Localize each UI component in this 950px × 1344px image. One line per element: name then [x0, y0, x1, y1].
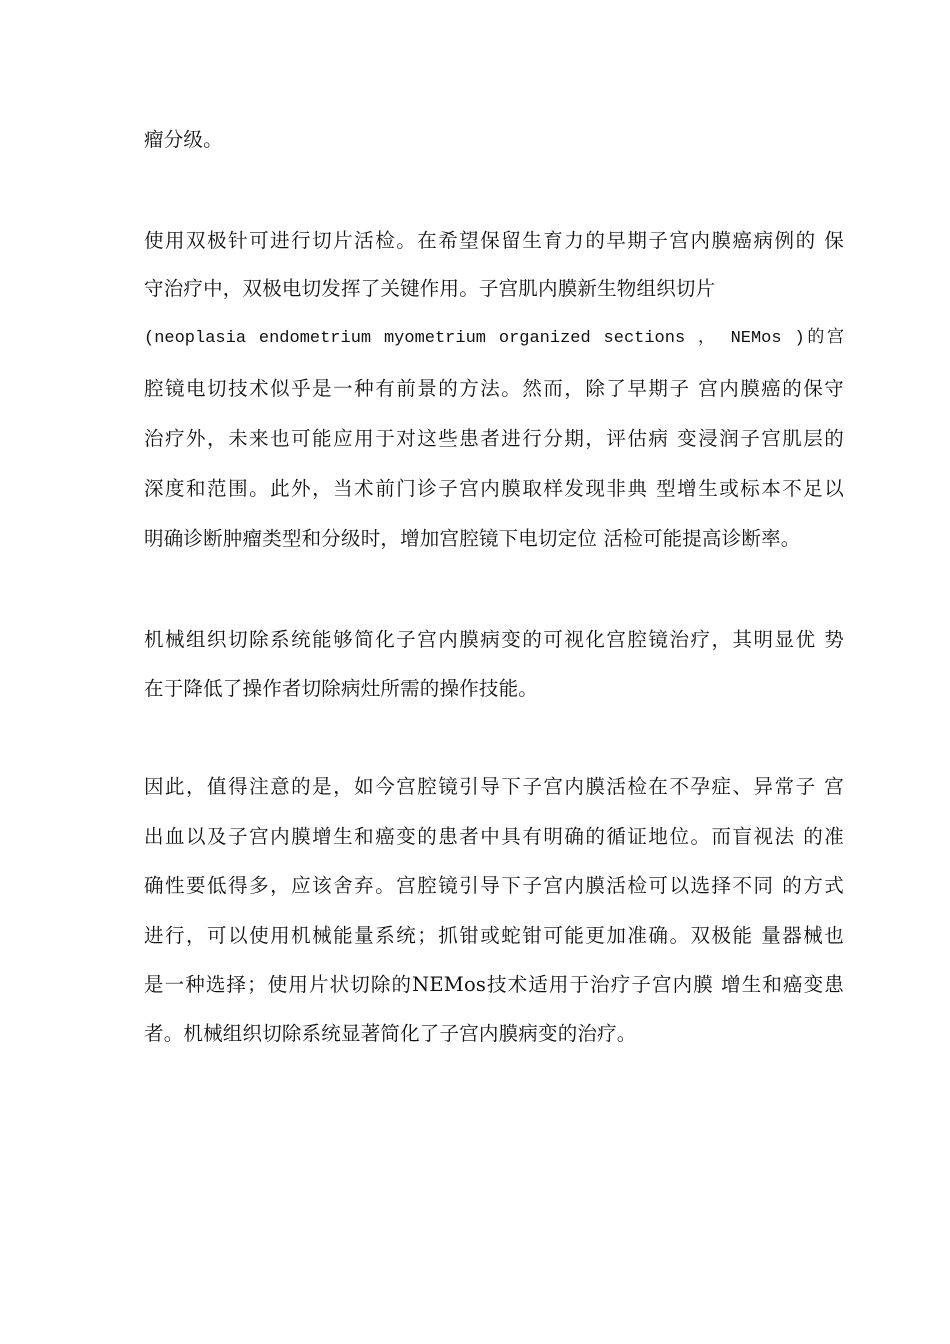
- text-line: 在于降低了操作者切除病灶所需的操作技能。: [144, 677, 539, 700]
- text-line: 瘤分级。: [144, 128, 223, 151]
- text-line: 明确诊断肿瘤类型和分级时，增加宫腔镜下电切定位 活检可能提高诊断率。: [144, 527, 801, 550]
- text-line: 腔镜电切技术似乎是一种有前景的方法。然而，除了早期子 宫内膜癌的保守: [144, 377, 844, 400]
- text-line: 守治疗中，双极电切发挥了关键作用。子宫肌内膜新生物组织切片: [144, 277, 716, 300]
- text-line: 使用双极针可进行切片活检。在希望保留生育力的早期子宫内膜癌病例的 保: [144, 229, 844, 252]
- text-line: 机械组织切除系统能够简化子宫内膜病变的可视化宫腔镜治疗，其明显优 势: [144, 628, 844, 651]
- text-line: 是一种选择；使用片状切除的NEMos技术适用于治疗子宫内膜 增生和癌变患: [144, 973, 844, 996]
- text-line: 因此，值得注意的是，如今宫腔镜引导下子宫内膜活检在不孕症、异常子 宫: [144, 775, 844, 798]
- text-line: 治疗外，未来也可能应用于对这些患者进行分期，评估病 变浸润子宫肌层的: [144, 427, 844, 450]
- text-line: 深度和范围。此外，当术前门诊子宫内膜取样发现非典 型增生或标本不足以: [144, 477, 844, 500]
- text-line: (neoplasia endometrium myometrium organized sections ， NEMos )的宫: [144, 329, 844, 348]
- text-line: 者。机械组织切除系统显著简化了子宫内膜病变的治疗。: [144, 1022, 637, 1045]
- text-line: 进行，可以使用机械能量系统；抓钳或蛇钳可能更加准确。双极能 量器械也: [144, 924, 844, 947]
- text-line: 确性要低得多，应该舍弃。宫腔镜引导下子宫内膜活检可以选择不同 的方式: [144, 874, 844, 897]
- text-line: 出血以及子宫内膜增生和癌变的患者中具有明确的循证地位。而盲视法 的准: [144, 825, 844, 848]
